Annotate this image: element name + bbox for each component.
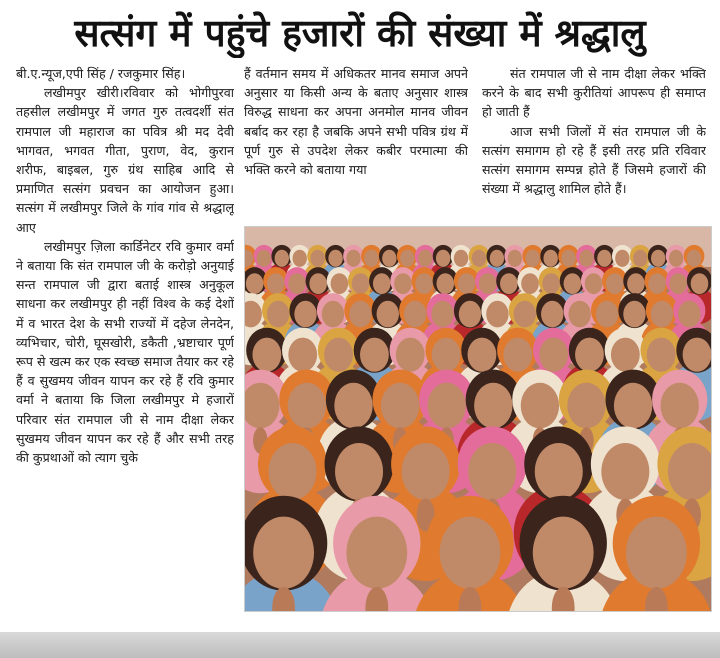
article-paragraph: संत रामपाल जी से नाम दीक्षा लेकर भक्ति करने के बाद सभी कुरीतियां आपरूप ही समाप्त हो जाती हैं — [482, 66, 706, 120]
footer-bar — [0, 632, 720, 658]
article-paragraph: लखीमपुर ज़िला कार्डिनेटर रवि कुमार वर्मा ने बताया कि संत रामपाल जी के करोड़ो अनुयाई सन्त रामपाल जी द्वारा बताई शास्त्र अनुकूल साधना कर लखीमपुर ही नहीं विश्व के कई देशों में व भारत देश के सभी राज्यों में दहेज लेनदेन, व्यभिचार, चोरी, घूसखोरी, डकैती ,भ्रष्टाचार पूर्ण रूप से खत्म कर एक स्वच्छ समाज तैयार कर रहे हैं व सुखमय जीवन यापन कर रहे हैं रवि कुमार वर्मा ने बताया कि जिला लखीमपुर मे हजारों परिवार संत रामपाल जी से नाम दीक्षा लेकर सुखमय जीवन यापन कर रहे हैं और सभी तरह की कुप्रथाओं को त्याग चुके — [16, 238, 234, 466]
crowd-photo-icon — [245, 227, 711, 611]
article-column-3 — [482, 64, 706, 224]
article-paragraph: बी.ए.न्यूज,एपी सिंह / रजकुमार सिंह। — [16, 66, 186, 81]
article-paragraph: लखीमपुर खीरी।रविवार को भोगीपुरवा तहसील लखीमपुर में जगत गुरु तत्वदर्शी संत रामपाल जी महाराज का पवित्र श्री मद देवी भागवत, भगवत गीता, पुराण, वेद, कुरान शरीफ, बाइबल, गुरु ग्रंथ साहिब आदि से प्रमाणित सत्संग प्रवचन का आयोजन हुआ। सत्संग में लखीमपुर जिले के गांव गांव से श्रद्धालू आए — [16, 85, 234, 235]
article-paragraph: हैं वर्तमान समय में अधिकतर मानव समाज अपने अनुसार या किसी अन्य के बताए अनुसार शास्त्र विरुद्ध साधना कर अपना अनमोल मानव जीवन बर्बाद कर रहा है जबकि अपने सभी पवित्र ग्रंथ में पूर्ण गुरु से उपदेश लेकर कबीर परमात्मा की भक्ति करने को बताया गया — [244, 66, 468, 178]
article-column-2 — [244, 64, 468, 224]
crowd-photo — [244, 226, 712, 612]
article-column-1 — [16, 64, 234, 609]
headline: सत्संग में पहुंचे हजारों की संख्या में श्रद्धालु — [74, 11, 646, 55]
article-paragraph: आज सभी जिलों में संत रामपाल जी के सत्संग समागम हो रहे हैं इसी तरह प्रति रविवार सत्संग समागम सम्पन्न होते हैं जिसमे हजारों की संख्या में श्रद्धालु शामिल होते हैं। — [482, 123, 706, 197]
